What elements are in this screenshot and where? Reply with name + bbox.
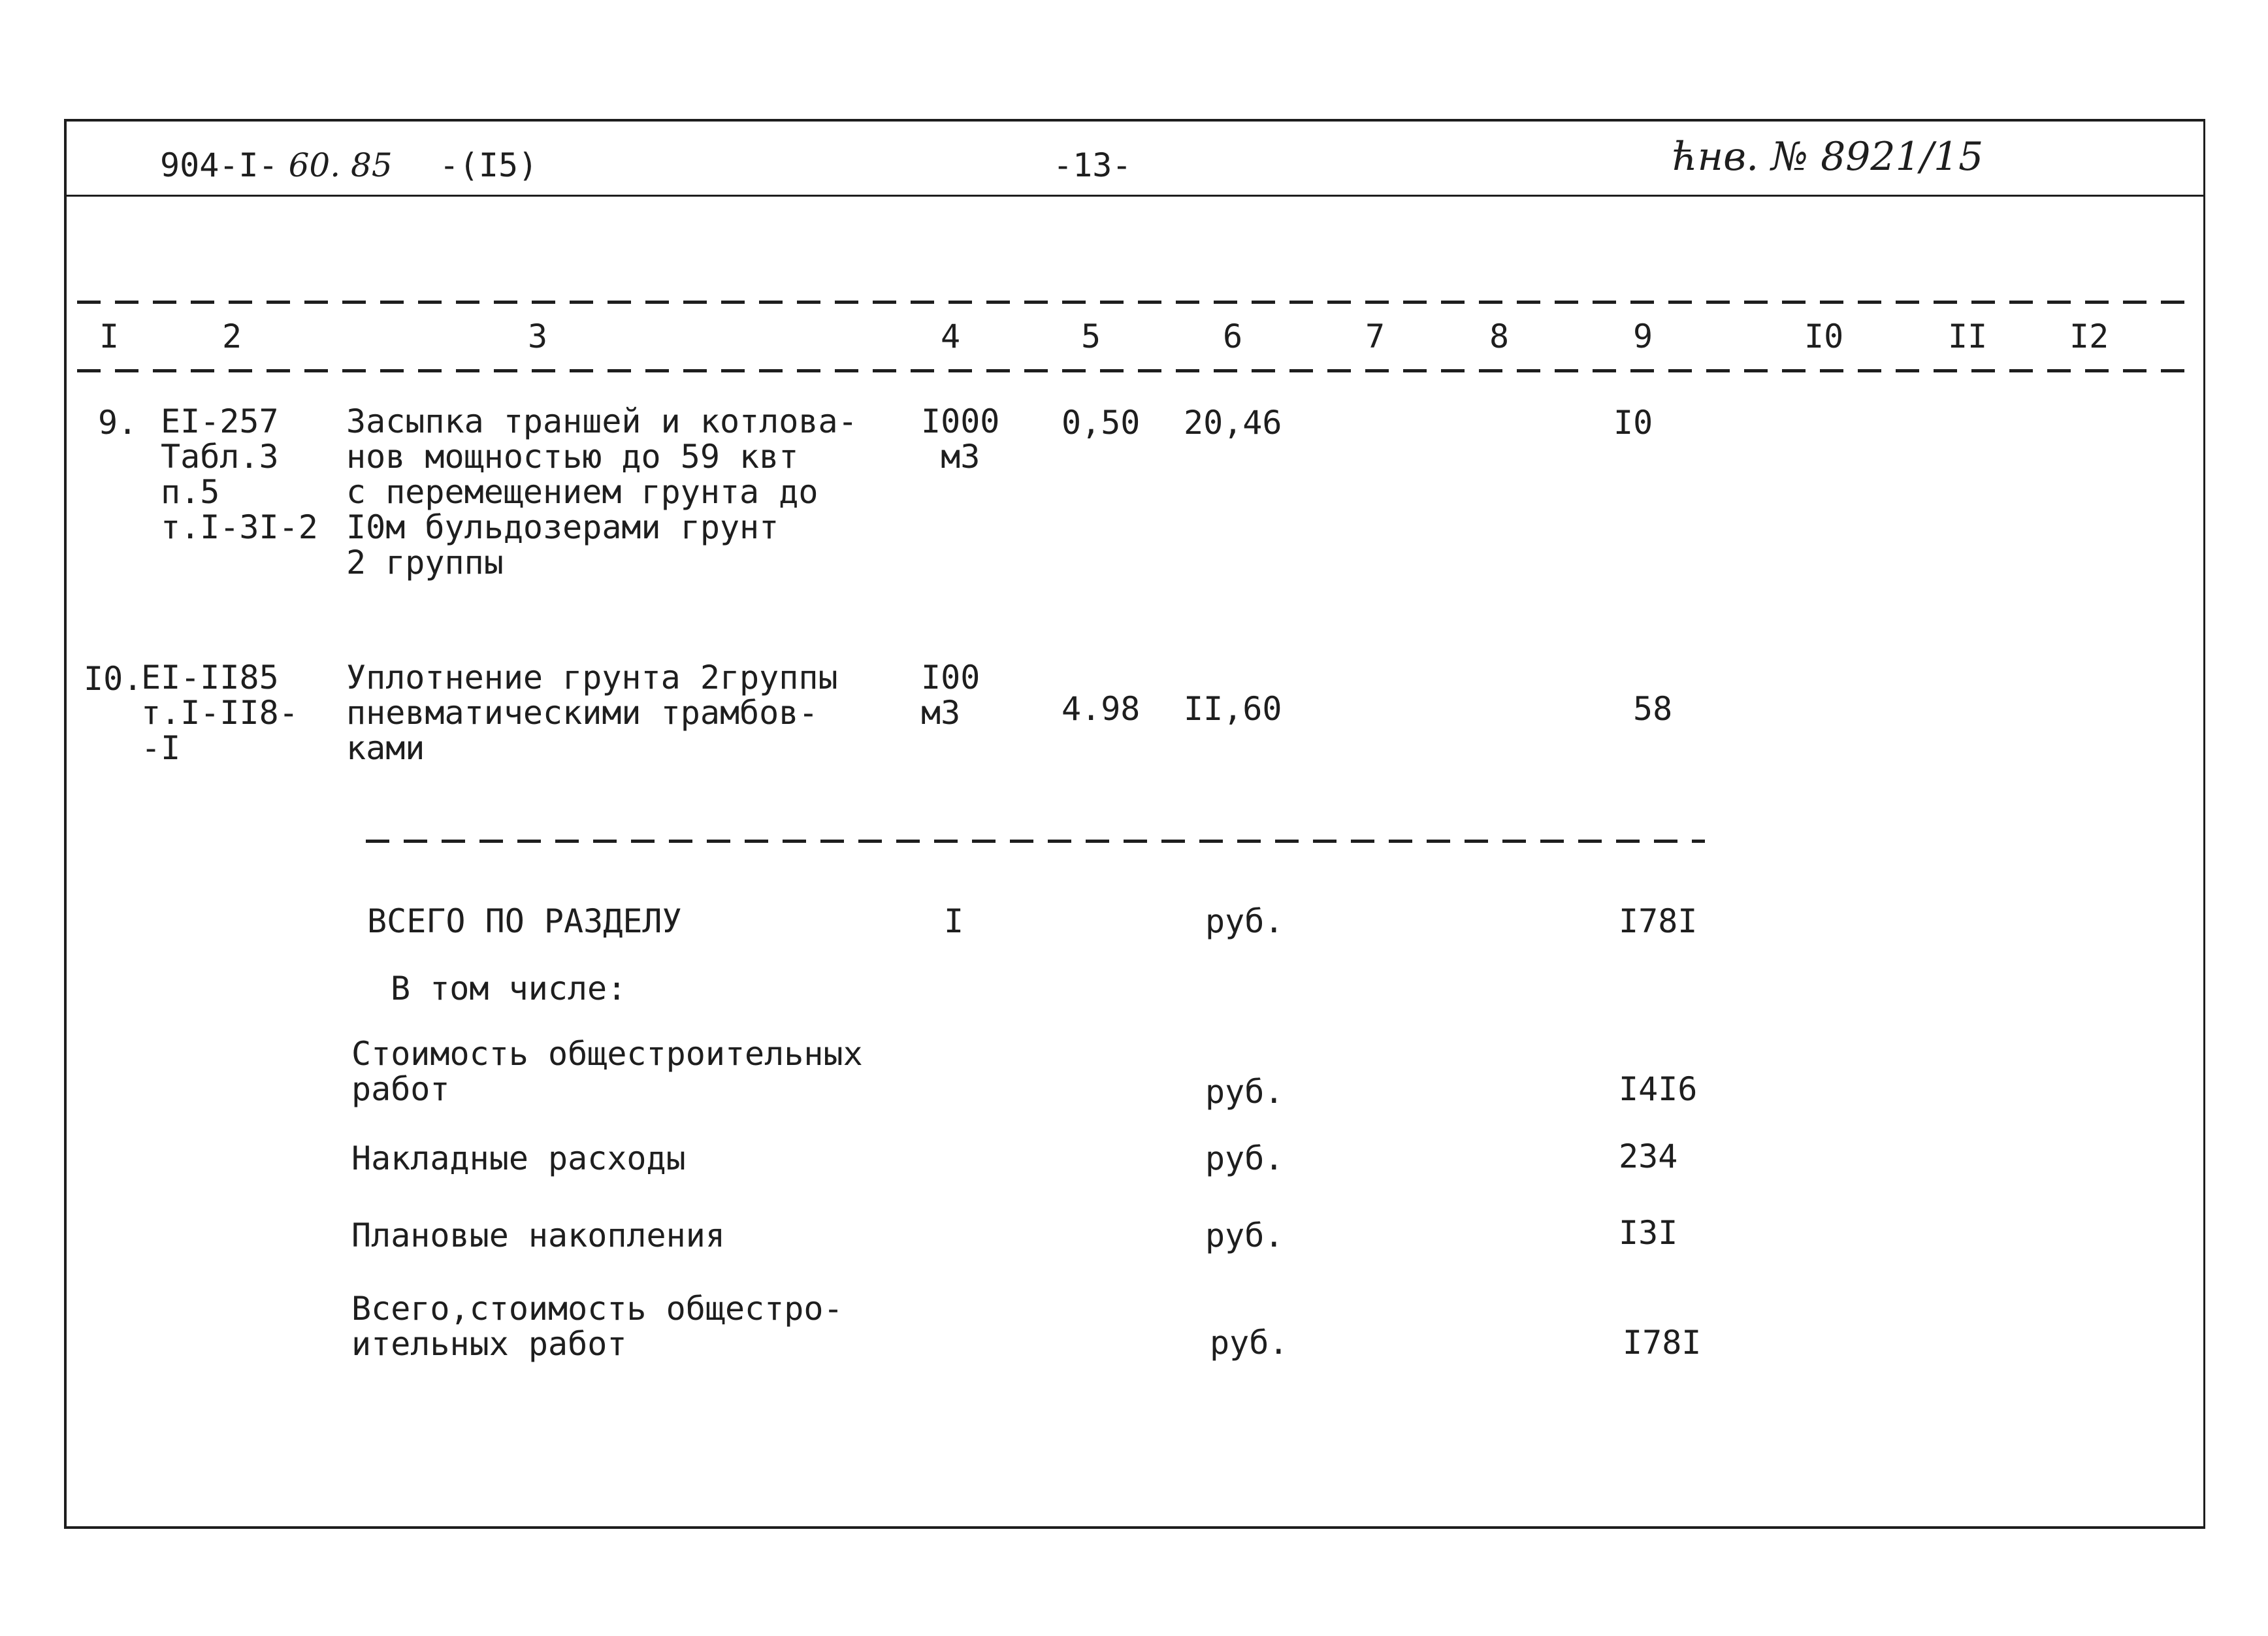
total-cost: I0 [1613,404,1653,442]
column-number: 9 [1633,318,1653,355]
norm-code: EI-257 Табл.3 п.5 т.I-3I-2 [161,402,318,546]
section-total-label: ВСЕГО ПО РАЗДЕЛУ [367,902,682,940]
summary-item-unit: руб. [1205,1139,1284,1177]
column-number: 2 [222,318,242,355]
column-number: 4 [941,318,961,355]
summary-item-value: I78I [1623,1324,1702,1362]
measure-unit: I000 м3 [921,402,1000,476]
column-number: 5 [1081,318,1101,355]
summary-item-label: Стоимость общестроительных работ [351,1035,863,1108]
summary-divider [366,840,1705,843]
summary-item-unit: руб. [1205,1073,1284,1111]
column-number: 8 [1489,318,1510,355]
column-number: 7 [1365,318,1385,355]
column-number: I2 [2069,318,2109,355]
column-number: I [99,318,120,355]
page-number: -13- [1053,146,1132,184]
header-rule [64,195,2203,197]
column-number: II [1948,318,1988,355]
summary-item-value: 234 [1619,1137,1678,1175]
row-number: I0. [84,660,143,698]
work-description: Уплотнение грунта 2группы пневматическими трамбов- ками [346,659,838,767]
inventory-number: ћнв. № 8921/15 [1672,134,1984,180]
section-total-unit: руб. [1205,902,1284,940]
column-number: 6 [1223,318,1243,355]
quantity: 0,50 [1061,404,1141,442]
section-total-value: I78I [1619,902,1698,940]
summary-item-unit: руб. [1205,1217,1284,1254]
column-number: 3 [528,318,548,355]
summary-item-value: I3I [1619,1214,1678,1252]
section-total-col4: I [944,902,964,940]
including-label: В том числе: [391,970,627,1007]
code-prefix: 904-I- [160,146,278,184]
summary-item-unit: руб. [1210,1324,1289,1362]
column-header-bottom-rule [77,369,2194,372]
document-code [160,146,538,184]
norm-code: EI-II85 т.I-II8- -I [141,659,299,767]
summary-item-label: Накладные расходы [351,1139,686,1177]
row-number: 9. [98,404,138,442]
code-handwritten: 60. 85 [288,146,393,184]
measure-unit: I00 м3 [921,659,980,732]
unit-price: II,60 [1184,690,1282,728]
column-header-top-rule [77,301,2194,304]
column-number: I0 [1804,318,1844,355]
unit-price: 20,46 [1184,404,1282,442]
summary-item-value: I4I6 [1619,1070,1698,1108]
quantity: 4.98 [1061,690,1141,728]
summary-item-label: Плановые накопления [351,1217,725,1254]
total-cost: 58 [1633,690,1673,728]
code-suffix: -(I5) [439,146,538,184]
work-description: Засыпка траншей и котлова- нов мощностью до 59 квт с перемещением грунта до I0м бульдозерами грунт 2 группы [346,402,858,581]
summary-item-label: Всего,стоимость общестро- ительных работ [351,1290,843,1363]
